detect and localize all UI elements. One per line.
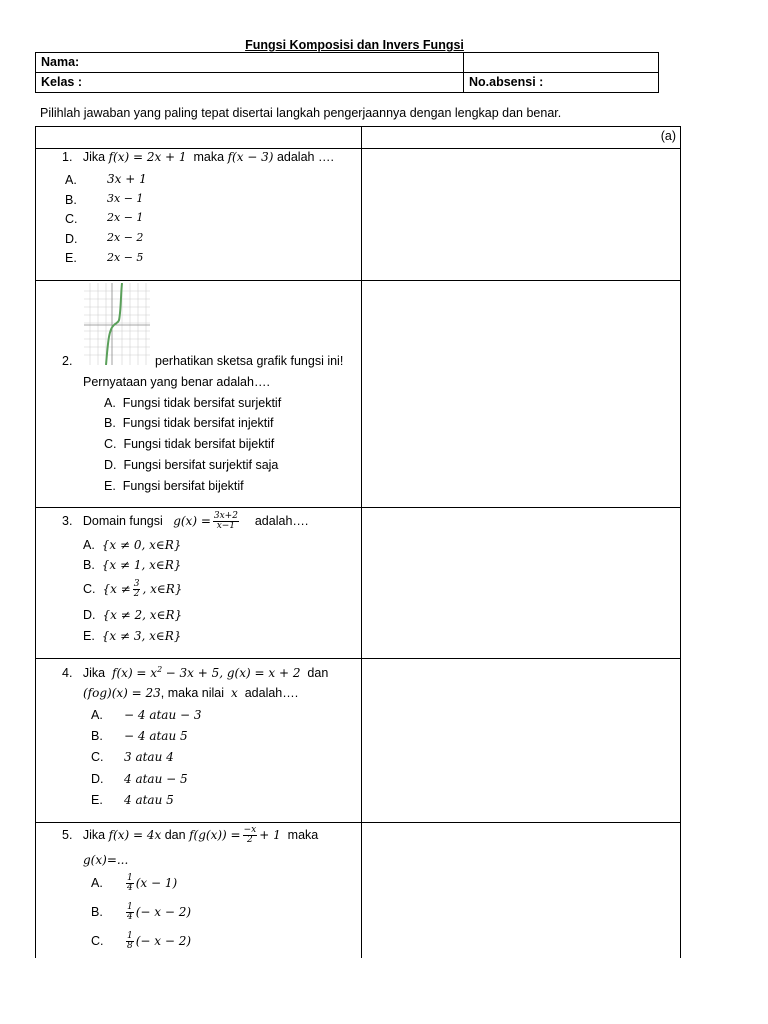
- q3-text-post: adalah….: [254, 513, 309, 528]
- answer-column-header: (a): [660, 129, 676, 143]
- question-1: [62, 150, 334, 164]
- q5-text-maka: maka: [287, 827, 319, 842]
- q3-option-e[interactable]: E. {x ≠ 3, x∈R}: [83, 629, 182, 643]
- q1-option-d-text: 2x − 2: [107, 231, 144, 244]
- q5-fx: f(x) = 4x: [108, 827, 162, 842]
- question-3: [62, 512, 308, 531]
- q4-fx-rest: − 3x + 5, g(x) = x + 2: [165, 666, 301, 681]
- q4-option-e[interactable]: E.: [91, 793, 103, 807]
- q1-option-c[interactable]: C.: [65, 212, 78, 226]
- q2-option-e[interactable]: E. Fungsi bersifat bijektif: [104, 479, 244, 493]
- instruction-text: Pilihlah jawaban yang paling tepat disertai langkah pengerjaannya dengan lengkap dan benar.: [40, 106, 562, 120]
- question-grid: [35, 126, 681, 958]
- q1-option-c-text: 2x − 1: [107, 211, 144, 224]
- q4-option-b[interactable]: B.: [91, 729, 103, 743]
- q4-option-c-text: 3 atau 4: [124, 750, 174, 764]
- q5-option-a-text: $\frac{1}{4}$ (x − 1): [127, 873, 178, 893]
- q5-text-dan: dan: [164, 827, 186, 842]
- q4-fx: f(x) = x: [112, 666, 158, 681]
- q5-fgx: f(g(x)) =: [189, 827, 241, 842]
- q3-option-c[interactable]: C. {x ≠ $\frac{3}{2}$ , x∈R}: [83, 579, 183, 599]
- q5-plus: + 1: [259, 827, 281, 842]
- q3-number: 3.: [62, 513, 73, 528]
- q4-number: 4.: [62, 666, 73, 681]
- q4-line-2: (fog)(x) = 23, maka nilai x adalah….: [83, 686, 299, 700]
- q4-option-a[interactable]: A.: [91, 708, 103, 722]
- q5-fraction: $\frac{-x}{2}$: [243, 825, 257, 845]
- cubic-function-graph: [84, 283, 150, 365]
- q1-text-mid: maka: [193, 150, 225, 164]
- q1-option-b-text: 3x − 1: [107, 192, 144, 205]
- q5-text-pre: Jika: [82, 827, 106, 842]
- q2-number: 2.: [62, 354, 73, 368]
- name-extra-cell[interactable]: [464, 53, 659, 73]
- question-5: [62, 826, 318, 845]
- q1-option-e-text: 2x − 5: [107, 251, 144, 264]
- q4-option-b-text: − 4 atau 5: [124, 729, 188, 743]
- q3-option-b[interactable]: B. {x ≠ 1, x∈R}: [83, 558, 182, 572]
- q4-option-a-text: − 4 atau − 3: [124, 708, 202, 722]
- q4-option-c[interactable]: C.: [91, 750, 104, 764]
- q2-option-a[interactable]: A. Fungsi tidak bersifat surjektif: [104, 396, 282, 410]
- q4-exponent: 2: [157, 665, 163, 674]
- q1-number: 1.: [62, 150, 73, 164]
- q2-option-d[interactable]: D. Fungsi bersifat surjektif saja: [104, 458, 279, 472]
- q1-fx3: f(x − 3): [227, 150, 274, 164]
- q1-fx: f(x) = 2x + 1: [108, 150, 187, 164]
- q1-option-a[interactable]: A.: [65, 173, 77, 187]
- q5-option-a[interactable]: A.: [91, 876, 103, 890]
- name-label[interactable]: Nama:: [36, 53, 464, 73]
- q3-gx: g(x) =: [173, 513, 211, 528]
- q5-option-c[interactable]: C.: [91, 934, 104, 948]
- q3-text-pre: Domain fungsi: [82, 513, 163, 528]
- q1-option-d[interactable]: D.: [65, 232, 78, 246]
- q3-fraction: $\frac{3x+2}{x-1}$: [213, 511, 238, 531]
- q3-option-d[interactable]: D. {x ≠ 2, x∈R}: [83, 608, 183, 622]
- q5-option-c-text: $\frac{1}{8}$ (− x − 2): [127, 931, 192, 951]
- q5-number: 5.: [62, 827, 73, 842]
- q5-option-b-text: $\frac{1}{4}$ (− x − 2): [127, 902, 192, 922]
- q4-option-d-text: 4 atau − 5: [124, 772, 188, 786]
- q2-option-b[interactable]: B. Fungsi tidak bersifat injektif: [104, 416, 274, 430]
- q2-text: perhatikan sketsa grafik fungsi ini!: [155, 354, 344, 368]
- class-label[interactable]: Kelas :: [36, 73, 464, 93]
- q1-option-e[interactable]: E.: [65, 251, 77, 265]
- identity-table: [35, 52, 659, 93]
- page-title: Fungsi Komposisi dan Invers Fungsi: [245, 38, 464, 52]
- q4-option-e-text: 4 atau 5: [124, 793, 174, 807]
- q2-prompt: Pernyataan yang benar adalah….: [83, 375, 270, 389]
- q5-line-2: g(x)=...: [83, 853, 129, 867]
- q5-option-b[interactable]: B.: [91, 905, 103, 919]
- q2-option-c[interactable]: C. Fungsi tidak bersifat bijektif: [104, 437, 275, 451]
- question-2: [62, 354, 72, 368]
- q3-option-a[interactable]: A. {x ≠ 0, x∈R}: [83, 538, 182, 552]
- q4-text-dan: dan: [307, 666, 329, 681]
- q1-option-b[interactable]: B.: [65, 193, 77, 207]
- q4-option-d[interactable]: D.: [91, 772, 104, 786]
- q4-text-pre: Jika: [82, 666, 106, 681]
- absen-label[interactable]: No.absensi :: [464, 73, 659, 93]
- question-4: [62, 665, 328, 680]
- q1-text-post: adalah ….: [276, 150, 334, 164]
- q1-text-pre: Jika: [82, 150, 106, 164]
- q1-option-a-text: 3x + 1: [107, 172, 147, 186]
